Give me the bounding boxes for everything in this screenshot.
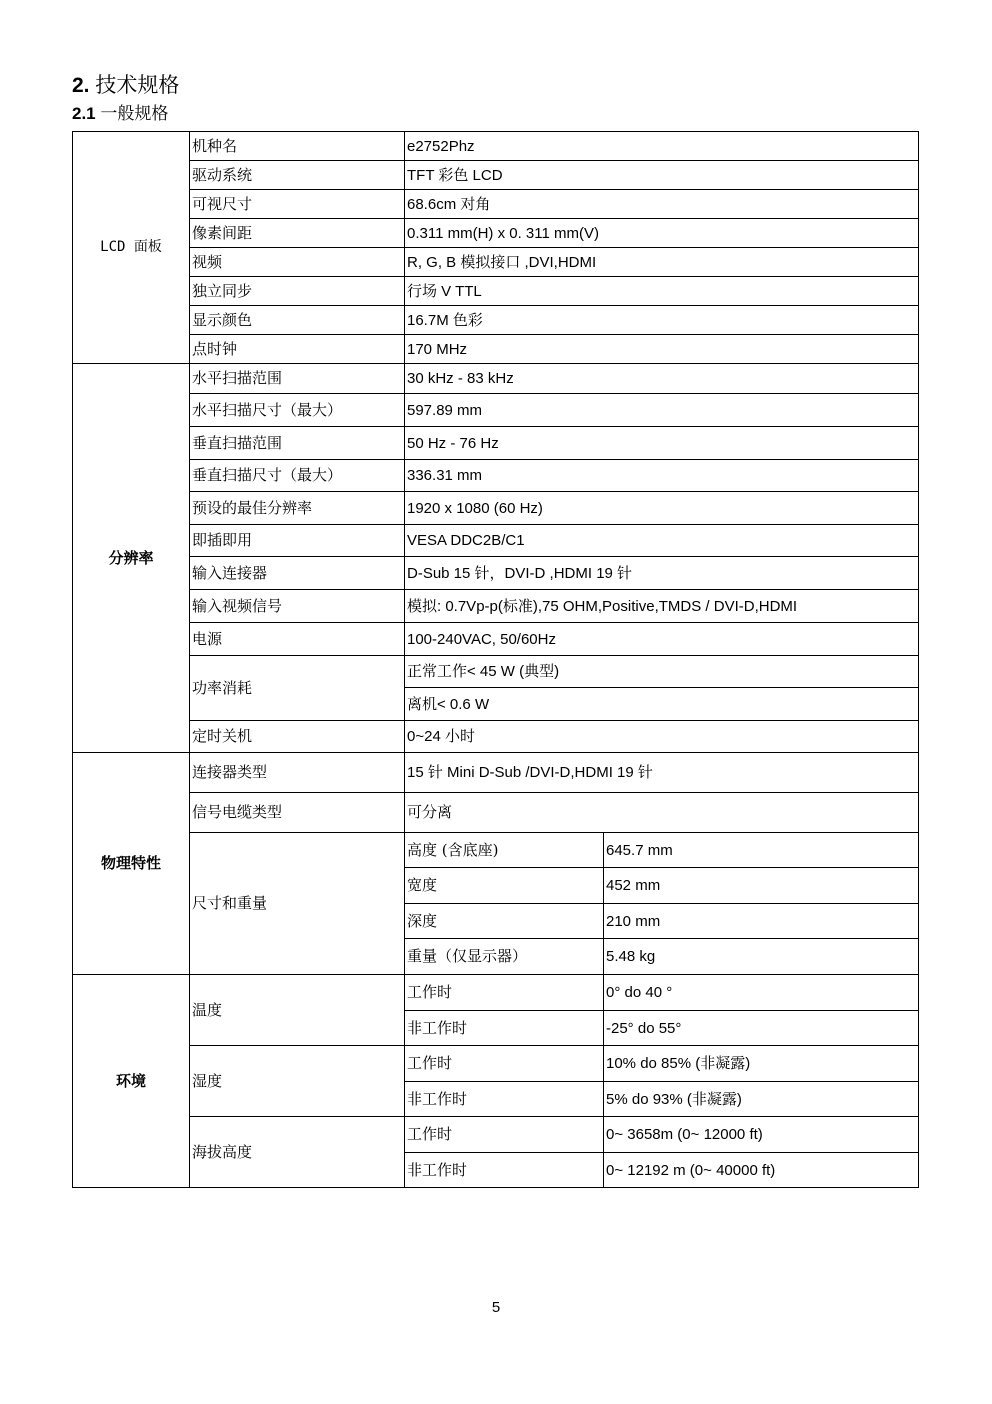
value-input-video-signal: 模拟: 0.7Vp-p(标准),75 OHM,Positive,TMDS / DVI-D,HDMI	[405, 590, 919, 623]
value-power-source: 100-240VAC, 50/60Hz	[405, 623, 919, 656]
value-optimal-resolution: 1920 x 1080 (60 Hz)	[405, 492, 919, 525]
label-humidity-operating: 工作时	[405, 1046, 604, 1082]
label-pixel-pitch: 像素间距	[190, 219, 405, 248]
label-height: 高度 (含底座)	[405, 833, 604, 868]
value-separate-sync: 行场 V TTL	[405, 277, 919, 306]
group-environment: 环境	[73, 975, 190, 1188]
value-h-scan-range: 30 kHz - 83 kHz	[405, 364, 919, 394]
label-dot-clock: 点时钟	[190, 335, 405, 364]
value-signal-cable: 可分离	[405, 793, 919, 833]
table-row	[73, 1046, 919, 1082]
label-temp-nonoperating: 非工作时	[405, 1011, 604, 1046]
label-display-colors: 显示颜色	[190, 306, 405, 335]
label-input-video-signal: 输入视频信号	[190, 590, 405, 623]
value-v-scan-size: 336.31 mm	[405, 460, 919, 492]
table-row	[73, 277, 919, 306]
label-v-scan-range: 垂直扫描范围	[190, 427, 405, 460]
table-row	[73, 394, 919, 427]
table-row	[73, 492, 919, 525]
label-model: 机种名	[190, 132, 405, 161]
label-h-scan-size: 水平扫描尺寸（最大）	[190, 394, 405, 427]
value-connector-type: 15 针 Mini D-Sub /DVI-D,HDMI 19 针	[405, 753, 919, 793]
table-row	[73, 557, 919, 590]
value-input-connector: D-Sub 15 针，DVI-D ,HDMI 19 针	[405, 557, 919, 590]
value-pixel-pitch: 0.311 mm(H) x 0. 311 mm(V)	[405, 219, 919, 248]
table-row	[73, 132, 919, 161]
subsection-title: 一般规格	[100, 104, 169, 124]
table-row	[73, 590, 919, 623]
value-video: R, G, B 模拟接口 ,DVI,HDMI	[405, 248, 919, 277]
table-row	[73, 364, 919, 394]
label-temperature: 温度	[190, 975, 405, 1046]
label-viewable-size: 可视尺寸	[190, 190, 405, 219]
value-altitude-nonoperating: 0~ 12192 m (0~ 40000 ft)	[604, 1153, 919, 1188]
value-depth: 210 mm	[604, 904, 919, 939]
value-humidity-operating: 10% do 85% (非凝露)	[604, 1046, 919, 1082]
label-dimensions-weight: 尺寸和重量	[190, 833, 405, 975]
value-off-timer: 0~24 小时	[405, 721, 919, 753]
table-row	[73, 427, 919, 460]
group-physical: 物理特性	[73, 753, 190, 975]
label-h-scan-range: 水平扫描范围	[190, 364, 405, 394]
value-model: e2752Phz	[405, 132, 919, 161]
table-row	[73, 306, 919, 335]
table-row	[73, 833, 919, 868]
value-h-scan-size: 597.89 mm	[405, 394, 919, 427]
section-number: 2.	[72, 74, 90, 97]
value-plug-and-play: VESA DDC2B/C1	[405, 525, 919, 557]
label-drive-system: 驱动系统	[190, 161, 405, 190]
page-number: 5	[491, 1299, 501, 1316]
label-temp-operating: 工作时	[405, 975, 604, 1011]
group-lcd-panel: LCD 面板	[73, 132, 190, 364]
table-row	[73, 525, 919, 557]
label-humidity: 湿度	[190, 1046, 405, 1117]
label-power-consumption: 功率消耗	[190, 656, 405, 721]
value-drive-system: TFT 彩色 LCD	[405, 161, 919, 190]
label-optimal-resolution: 预设的最佳分辨率	[190, 492, 405, 525]
value-dot-clock: 170 MHz	[405, 335, 919, 364]
section-title: 技术规格	[95, 73, 180, 97]
table-row	[73, 975, 919, 1011]
table-row	[73, 190, 919, 219]
value-v-scan-range: 50 Hz - 76 Hz	[405, 427, 919, 460]
table-row	[73, 623, 919, 656]
value-height: 645.7 mm	[604, 833, 919, 868]
value-temp-operating: 0° do 40 °	[604, 975, 919, 1011]
label-altitude-nonoperating: 非工作时	[405, 1153, 604, 1188]
label-altitude-operating: 工作时	[405, 1117, 604, 1153]
value-humidity-nonoperating: 5% do 93% (非凝露)	[604, 1082, 919, 1117]
table-row	[73, 161, 919, 190]
value-altitude-operating: 0~ 3658m (0~ 12000 ft)	[604, 1117, 919, 1153]
table-row	[73, 460, 919, 492]
table-row	[73, 1117, 919, 1153]
value-power-standby: 离机< 0.6 W	[405, 688, 919, 721]
value-power-normal: 正常工作< 45 W (典型)	[405, 656, 919, 688]
subsection-heading	[72, 103, 168, 125]
table-row	[73, 335, 919, 364]
label-weight: 重量（仅显示器）	[405, 939, 604, 975]
group-resolution: 分辨率	[73, 364, 190, 753]
table-row	[73, 248, 919, 277]
value-weight: 5.48 kg	[604, 939, 919, 975]
value-display-colors: 16.7M 色彩	[405, 306, 919, 335]
label-altitude: 海拔高度	[190, 1117, 405, 1188]
label-connector-type: 连接器类型	[190, 753, 405, 793]
label-signal-cable: 信号电缆类型	[190, 793, 405, 833]
subsection-number: 2.1	[72, 104, 96, 123]
spec-table	[72, 131, 919, 1188]
table-row	[73, 753, 919, 793]
table-row	[73, 656, 919, 688]
value-viewable-size: 68.6cm 对角	[405, 190, 919, 219]
label-width: 宽度	[405, 868, 604, 904]
label-humidity-nonoperating: 非工作时	[405, 1082, 604, 1117]
label-power-source: 电源	[190, 623, 405, 656]
label-video: 视频	[190, 248, 405, 277]
label-v-scan-size: 垂直扫描尺寸（最大）	[190, 460, 405, 492]
table-row	[73, 219, 919, 248]
section-heading	[72, 72, 179, 99]
value-temp-nonoperating: -25° do 55°	[604, 1011, 919, 1046]
table-row	[73, 721, 919, 753]
label-input-connector: 输入连接器	[190, 557, 405, 590]
table-row	[73, 793, 919, 833]
label-plug-and-play: 即插即用	[190, 525, 405, 557]
value-width: 452 mm	[604, 868, 919, 904]
label-off-timer: 定时关机	[190, 721, 405, 753]
label-separate-sync: 独立同步	[190, 277, 405, 306]
label-depth: 深度	[405, 904, 604, 939]
